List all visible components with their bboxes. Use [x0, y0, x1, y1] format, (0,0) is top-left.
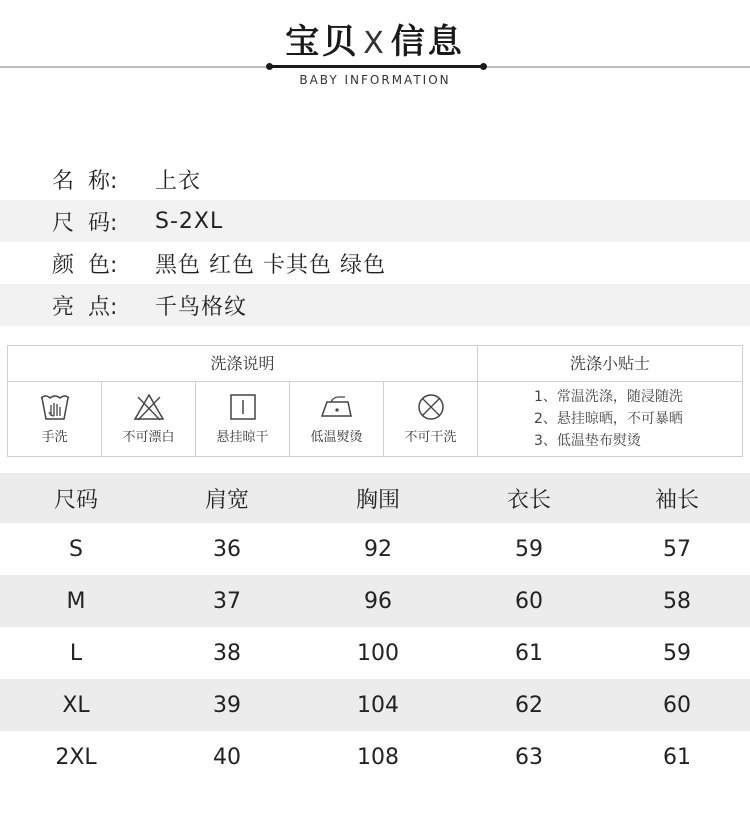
info-label: 名 称: [52, 168, 118, 194]
table-cell: 58 [663, 588, 691, 614]
table-cell: 37 [213, 588, 241, 614]
wash-tip: 1、常温洗涤，随浸随洗 [534, 389, 683, 405]
wash-item [8, 382, 101, 456]
title-separator: X [363, 26, 387, 61]
table-cell: 40 [213, 744, 241, 770]
header-accent-bar [268, 65, 484, 68]
table-cell: 36 [213, 536, 241, 562]
column-header: 尺码 [53, 487, 98, 513]
table-cell: 59 [663, 640, 691, 666]
info-label: 颜 色: [52, 252, 118, 278]
low-iron-icon [290, 392, 383, 422]
wash-item-label: 低温熨烫 [310, 430, 363, 445]
wash-item-label: 不可漂白 [122, 430, 175, 445]
table-cell: 61 [663, 744, 691, 770]
header [0, 0, 750, 110]
column-header: 胸围 [355, 487, 400, 513]
table-cell: S [69, 536, 83, 562]
table-cell: XL [62, 692, 90, 718]
info-value: S-2XL [155, 208, 224, 234]
table-row [0, 627, 750, 679]
no-dry-clean-icon [384, 392, 477, 422]
info-row-size [0, 200, 750, 242]
table-cell: 59 [515, 536, 543, 562]
wash-item [290, 382, 383, 456]
wash-care-box [7, 345, 743, 457]
wash-item-label: 手洗 [41, 430, 68, 445]
table-row [0, 731, 750, 783]
table-row [0, 523, 750, 575]
info-label: 尺 码: [52, 210, 118, 236]
table-cell: 108 [357, 744, 399, 770]
wash-tips-title: 洗涤小贴士 [569, 354, 650, 373]
table-cell: 62 [515, 692, 543, 718]
wash-item-label: 悬挂晾干 [216, 430, 269, 445]
info-row-name [0, 158, 750, 200]
size-table-header [0, 473, 750, 523]
table-cell: 96 [364, 588, 392, 614]
wash-instructions-title: 洗涤说明 [210, 354, 275, 373]
table-cell: 39 [213, 692, 241, 718]
title-right: 信息 [390, 22, 465, 62]
size-table [0, 473, 750, 783]
info-value: 千鸟格纹 [155, 294, 248, 320]
info-value: 黑色 红色 卡其色 绿色 [155, 252, 386, 278]
column-header: 衣长 [506, 487, 551, 513]
title-left: 宝贝 [285, 22, 360, 62]
page-title [0, 14, 750, 63]
table-cell: 60 [515, 588, 543, 614]
table-cell: 61 [515, 640, 543, 666]
hang-dry-icon [196, 392, 289, 422]
wash-item-label: 不可干洗 [404, 430, 457, 445]
table-cell: 63 [515, 744, 543, 770]
wash-tip: 2、悬挂晾晒，不可暴晒 [534, 411, 683, 427]
table-cell: 2XL [55, 744, 97, 770]
wash-tip: 3、低温垫布熨烫 [534, 433, 641, 449]
table-row [0, 679, 750, 731]
wash-item [196, 382, 289, 456]
wash-item [102, 382, 195, 456]
table-cell: 104 [357, 692, 399, 718]
table-cell: L [69, 640, 83, 666]
info-value: 上衣 [155, 168, 202, 194]
info-row-highlight [0, 284, 750, 326]
wash-item [384, 382, 477, 456]
table-cell: 60 [663, 692, 691, 718]
wash-tips-list [478, 382, 742, 452]
header-dot-left [266, 63, 273, 70]
table-cell: 38 [213, 640, 241, 666]
table-row [0, 575, 750, 627]
page-subtitle: BABY INFORMATION [299, 73, 451, 87]
table-cell: M [66, 588, 86, 614]
info-label: 亮 点: [52, 294, 118, 320]
table-cell: 92 [364, 536, 392, 562]
product-info [0, 158, 750, 326]
no-bleach-icon [102, 392, 195, 422]
info-row-color [0, 242, 750, 284]
column-header: 袖长 [654, 487, 699, 513]
header-dot-right [480, 63, 487, 70]
table-cell: 100 [357, 640, 399, 666]
column-header: 肩宽 [204, 487, 249, 513]
table-cell: 57 [663, 536, 691, 562]
hand-wash-icon [8, 392, 101, 422]
